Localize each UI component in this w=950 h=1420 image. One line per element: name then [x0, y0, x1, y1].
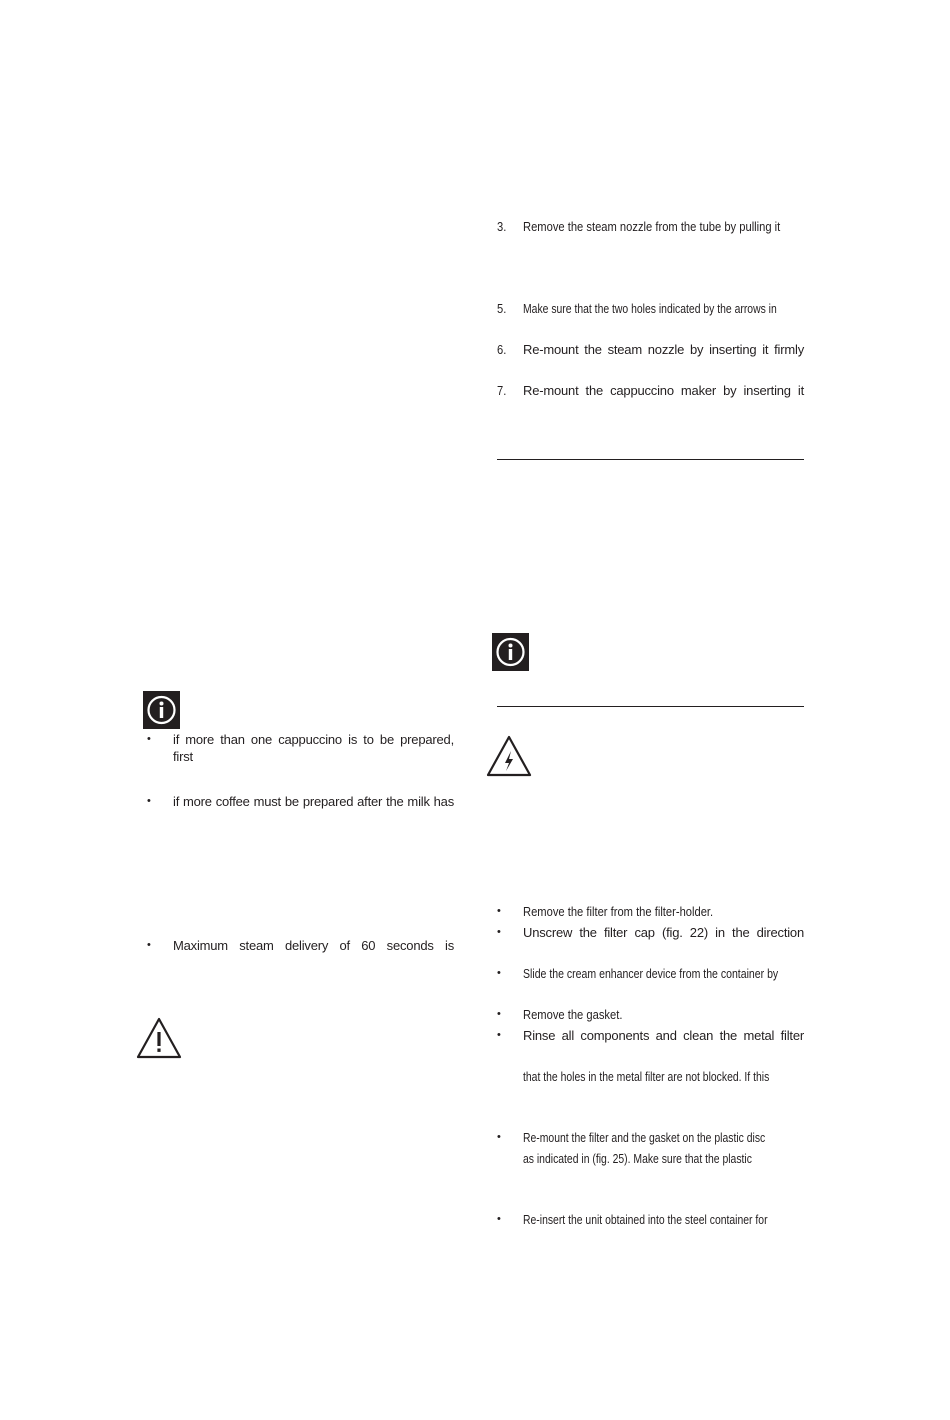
bullet-marker: • [497, 1131, 501, 1143]
bullet-marker: • [147, 795, 151, 807]
bullet-text: Maximum steam delivery of 60 seconds is [173, 938, 454, 953]
step-number: 7. [497, 383, 507, 398]
bullet-text: Re-mount the filter and the gasket on the plastic disc [523, 1130, 766, 1145]
bullet-continuation: as indicated in (fig. 25). Make sure that the plastic [523, 1151, 752, 1166]
bullet-text: Rinse all components and clean the metal filter [523, 1028, 804, 1043]
section-divider [497, 459, 804, 460]
step-text: Remove the steam nozzle from the tube by pulling it [523, 219, 781, 234]
step-number: 6. [497, 342, 507, 357]
section-divider [497, 706, 804, 707]
bullet-text: Re-insert the unit obtained into the steel container for [523, 1212, 768, 1227]
bullet-text: if more than one cappuccino is to be prepared, first [173, 732, 454, 764]
step-text: Re-mount the cappuccino maker by inserting it [523, 383, 804, 398]
bullet-marker: • [497, 967, 501, 979]
step-text: Make sure that the two holes indicated by the arrows in [523, 301, 777, 316]
info-icon [492, 633, 529, 671]
electric-warning-icon [486, 735, 532, 777]
bullet-marker: • [497, 905, 501, 917]
bullet-text: Remove the gasket. [523, 1007, 623, 1022]
step-text: Re-mount the steam nozzle by inserting it firmly [523, 342, 804, 357]
warning-icon [136, 1017, 182, 1059]
info-icon [143, 691, 180, 729]
bullet-marker: • [497, 1213, 501, 1225]
bullet-marker: • [497, 926, 501, 938]
bullet-marker: • [497, 1008, 501, 1020]
bullet-text: Unscrew the filter cap (fig. 22) in the direction [523, 925, 804, 940]
bullet-text: Slide the cream enhancer device from the container by [523, 966, 779, 981]
bullet-text: Remove the filter from the filter-holder. [523, 904, 714, 919]
bullet-marker: • [147, 939, 151, 951]
step-number: 5. [497, 301, 507, 316]
bullet-marker: • [147, 733, 151, 745]
bullet-text: if more coffee must be prepared after the milk has [173, 794, 454, 809]
step-number: 3. [497, 219, 507, 234]
bullet-marker: • [497, 1029, 501, 1041]
bullet-continuation: that the holes in the metal filter are not blocked. If this [523, 1069, 770, 1084]
